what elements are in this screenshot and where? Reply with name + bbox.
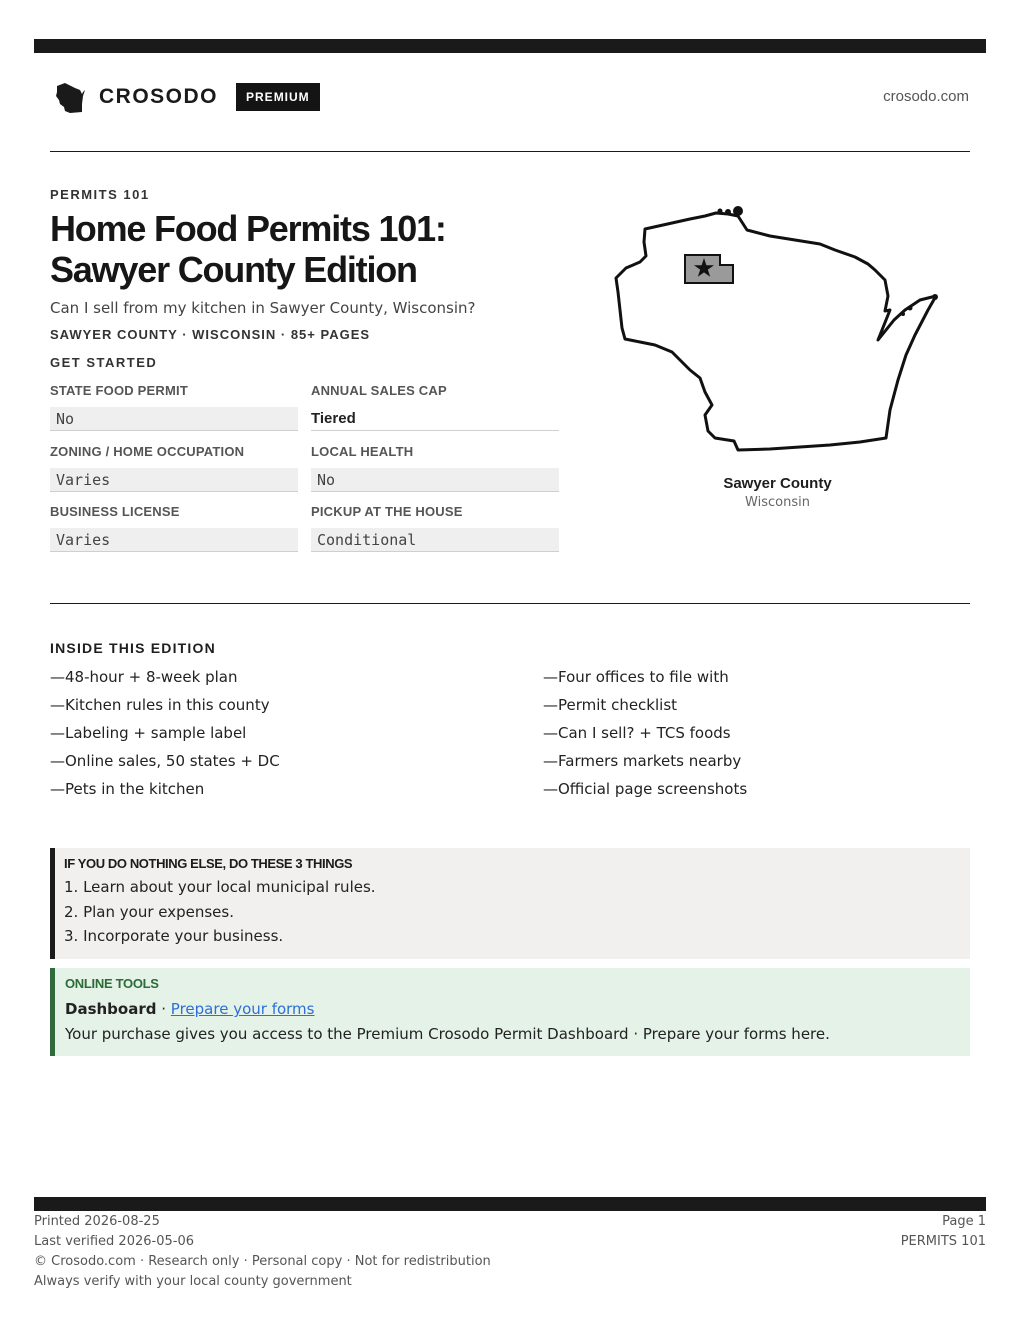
dashboard-label: Dashboard <box>65 1000 157 1018</box>
brand-name: CROSODO <box>99 85 219 108</box>
fact-value: Varies <box>50 528 298 552</box>
footer-right <box>901 1212 986 1252</box>
online-tools-title: ONLINE TOOLS <box>65 976 159 991</box>
fact-state-food-permit <box>50 383 298 431</box>
fact-label: LOCAL HEALTH <box>311 444 414 459</box>
fact-value: Conditional <box>311 528 559 552</box>
fact-annual-sales-cap <box>311 383 559 431</box>
fact-label: BUSINESS LICENSE <box>50 504 180 519</box>
island-dot <box>901 312 905 316</box>
prepare-forms-link[interactable]: Prepare your forms <box>170 1000 315 1018</box>
separator: · <box>156 1000 171 1018</box>
premium-badge: PREMIUM <box>236 83 320 111</box>
fact-pickup <box>311 504 559 552</box>
verified-date: Last verified 2026-05-06 <box>34 1234 194 1249</box>
contents-item: —Four offices to file with <box>543 668 729 686</box>
apostle-islands <box>733 206 743 216</box>
printed-date: Printed 2026-08-25 <box>34 1214 160 1229</box>
brand[interactable] <box>55 81 320 113</box>
fact-value: No <box>311 468 559 492</box>
fact-value: Tiered <box>311 407 559 431</box>
callout-step: 1. Learn about your local municipal rules. <box>64 878 376 896</box>
dashboard-description: Your purchase gives you access to the Premium Crosodo Permit Dashboard · Prepare your forms here. <box>65 1025 830 1043</box>
fact-value: Varies <box>50 468 298 492</box>
island-dot <box>718 209 723 214</box>
dashboard-line <box>65 997 970 1021</box>
three-things-callout <box>50 848 970 959</box>
callout-title: IF YOU DO NOTHING ELSE, DO THESE 3 THINGS <box>64 856 353 871</box>
fact-label: ZONING / HOME OCCUPATION <box>50 444 245 459</box>
section-divider <box>50 603 970 604</box>
contents-item: —Farmers markets nearby <box>543 752 742 770</box>
page-subtitle: Can I sell from my kitchen in Sawyer County, Wisconsin? <box>50 299 476 317</box>
fact-label: STATE FOOD PERMIT <box>50 383 188 398</box>
fact-local-health <box>311 444 559 492</box>
contents-item: —Pets in the kitchen <box>50 780 205 798</box>
get-started-heading: GET STARTED <box>50 355 158 370</box>
fact-zoning <box>50 444 298 492</box>
callout-step: 2. Plan your expenses. <box>64 902 234 921</box>
verify-disclaimer: Always verify with your local county government <box>34 1274 352 1289</box>
header-divider <box>50 151 970 152</box>
site-url[interactable]: crosodo.com <box>883 88 969 105</box>
callout-step: 3. Incorporate your business. <box>64 927 284 945</box>
map-state-name: Wisconsin <box>745 495 810 510</box>
fact-business-license <box>50 504 298 552</box>
map-caption <box>690 475 865 510</box>
contents-list-right <box>543 665 963 805</box>
map-county-name: Sawyer County <box>723 475 832 492</box>
footer-bar <box>34 1197 986 1211</box>
state-map <box>610 200 950 460</box>
fact-label: PICKUP AT THE HOUSE <box>311 504 463 519</box>
top-bar <box>34 39 986 53</box>
page-number: Page 1 <box>942 1214 986 1229</box>
island-dot <box>725 209 731 215</box>
island-dot <box>932 294 938 300</box>
wisconsin-silhouette-icon <box>55 80 87 114</box>
section-kicker: PERMITS 101 <box>50 187 150 202</box>
contents-item: —Permit checklist <box>543 696 678 714</box>
fact-value: No <box>50 407 298 431</box>
wisconsin-outline <box>616 213 936 450</box>
copyright-notice: © Crosodo.com · Research only · Personal copy · Not for redistribution <box>34 1254 491 1269</box>
contents-title: INSIDE THIS EDITION <box>50 640 216 656</box>
contents-item: —Official page screenshots <box>543 780 748 798</box>
page-title: Home Food Permits 101: Sawyer County Edition <box>50 208 446 290</box>
contents-item: —Kitchen rules in this county <box>50 696 270 714</box>
online-tools-callout <box>50 968 970 1056</box>
fact-label: ANNUAL SALES CAP <box>311 383 447 398</box>
contents-item: —Can I sell? + TCS foods <box>543 724 731 742</box>
contents-item: —Labeling + sample label <box>50 724 247 742</box>
contents-item: —Online sales, 50 states + DC <box>50 752 280 770</box>
island-dot <box>908 306 913 311</box>
footer-left <box>34 1212 491 1292</box>
contents-list-left <box>50 665 470 805</box>
edition-meta: SAWYER COUNTY · WISCONSIN · 85+ PAGES <box>50 327 371 342</box>
contents-item: —48-hour + 8-week plan <box>50 668 238 686</box>
county-highlight <box>685 255 733 283</box>
footer-section: PERMITS 101 <box>900 1234 986 1249</box>
